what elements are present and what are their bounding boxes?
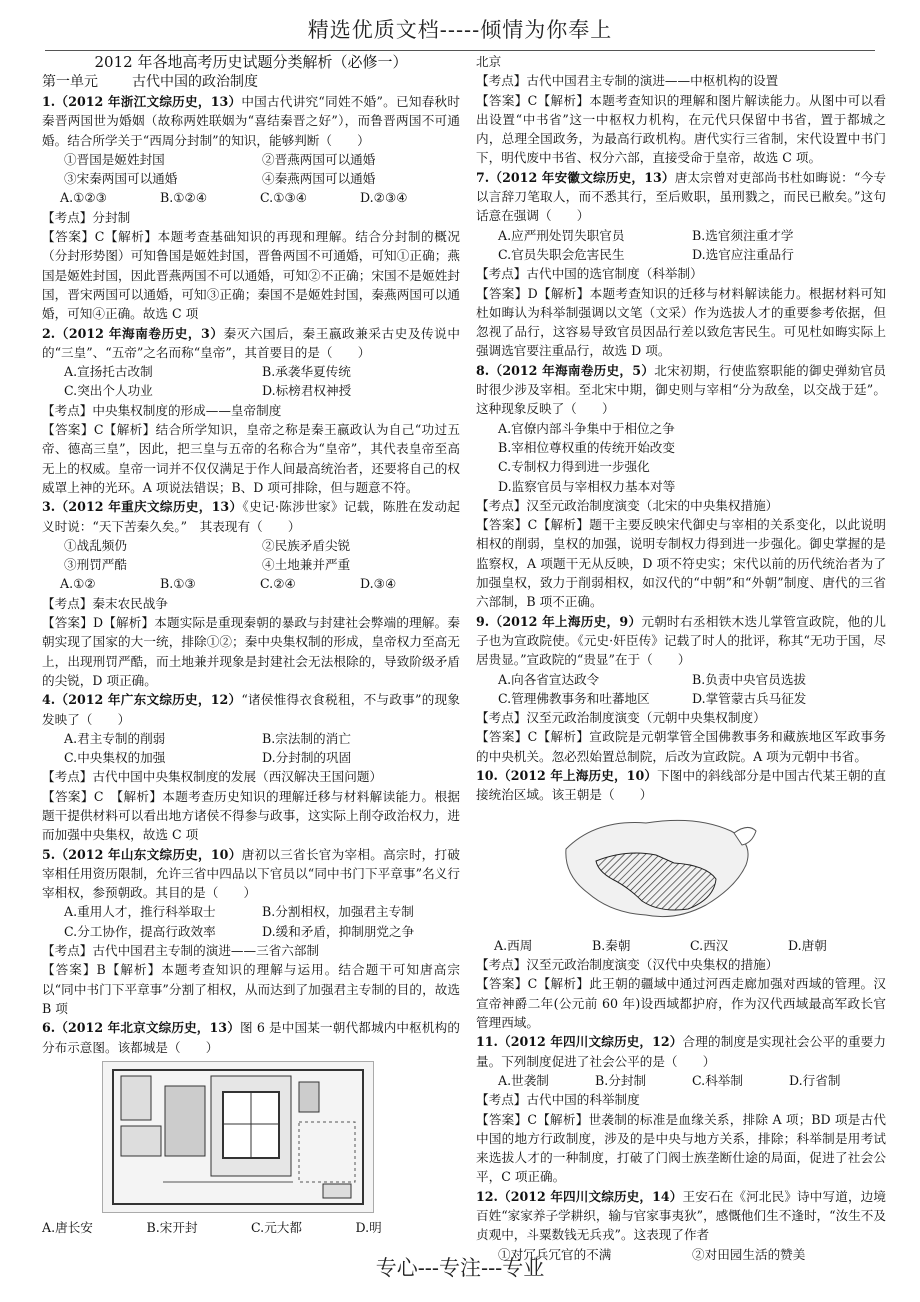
option-a: A.①②③ — [60, 190, 107, 206]
page-header: 精选优质文档-----倾情为你奉上 — [307, 18, 613, 42]
option-d: D.行省制 — [789, 1072, 841, 1088]
question-8 — [476, 361, 886, 419]
option-b: B.承袭华夏传统 — [262, 364, 351, 380]
question-2-answer: 【答案】C【解析】结合所学知识，皇帝之称是秦王嬴政认为自己“功过五帝、德高三皇”，因此，把三皇与五帝的名称合为“皇帝”，其代表皇帝至高无上的权威。皇帝一词并不仅仅满足于作人间最高统治者，还要将自己的权威罩上神的光环。A 项说法错误；B、D 项可排除，但与题意不符。 — [42, 422, 460, 495]
option-b: B.选官须注重才学 — [692, 227, 794, 243]
header-rule — [45, 50, 875, 51]
option-c: C.元大都 — [251, 1220, 302, 1236]
statement: ①对冗兵冗官的不满 — [498, 1246, 612, 1262]
option-a: A.官僚内部斗争集中于相位之争 — [498, 420, 675, 436]
option-b: B.宋开封 — [146, 1220, 198, 1236]
question-12 — [476, 1187, 886, 1245]
question-7-source: 7.（2012 年安徽文综历史，13） — [476, 169, 675, 185]
option-c: C.突出个人功业 — [64, 383, 153, 399]
question-9-stem: 元朝时右丞相铁木迭儿掌管宣政院，他的儿子也为宣政院使。《元史·奸臣传》记载了时人的批评，称其“无功于国，尽居贵显。”宣政院的“贵显”在于（ ） — [476, 613, 886, 668]
option-b: B.宰相位尊权重的传统开始改变 — [498, 439, 675, 455]
option-d: D.监察官员与宰相权力基本对等 — [498, 478, 676, 494]
option-c: C.西汉 — [690, 937, 729, 953]
question-4-answer: 【答案】C 【解析】本题考查历史知识的理解迁移与材料解读能力。根据题干提供材料可以看出地方诸侯不得参与政事，这实际上削夺政治权力，进而加强中央集权，故选 C 项 — [42, 788, 460, 843]
question-2-stem: 秦灭六国后，秦王嬴政兼采古史及传说中的“三皇”、“五帝”之名而称“皇帝”，其首要目的是（ ） — [42, 325, 460, 360]
question-11-answer: 【答案】C【解析】世袭制的标准是血缘关系，排除 A 项；BD 项是古代中国的地方行政制度，涉及的是中央与地方关系，排除；科举制是用考试来选拔人才的一种制度，打破了门阀士族垄断仕途的局面，促进了社会公平，C 项正确。 — [476, 1111, 886, 1185]
question-3-options — [42, 574, 460, 593]
question-12-source: 12.（2012 年四川文综历史，14） — [476, 1188, 683, 1204]
question-10-answer: 【答案】C【解析】此王朝的疆域中通过河西走廊加强对西域的管理。汉宣帝神爵二年(公元前 60 年)设西域都护府，作为汉代西域最高军政长官管理西域。 — [476, 976, 886, 1031]
option-a: A.西周 — [494, 937, 533, 953]
unit-title: 古代中国的政治制度 — [132, 74, 258, 90]
option-a: A.向各省宣达政令 — [498, 671, 600, 687]
question-6-topic: 【考点】古代中国君主专制的演进——中枢机构的设置 — [476, 73, 779, 89]
option-d: D.分封制的巩固 — [262, 750, 352, 766]
question-6 — [42, 1018, 460, 1057]
question-6-continued: 北京 — [476, 54, 502, 69]
option-d: D.②③④ — [360, 190, 408, 206]
option-a: A.唐长安 — [42, 1220, 93, 1236]
option-d: D.缓和矛盾，抑制朋党之争 — [262, 923, 415, 939]
option-a: A.应严刑处罚失职官员 — [498, 227, 625, 243]
unit-number: 第一单元 — [42, 74, 98, 90]
question-2-topic: 【考点】中央集权制度的形成——皇帝制度 — [42, 402, 282, 418]
question-11-source: 11.（2012 年四川文综历史，12） — [476, 1034, 683, 1050]
option-d: D.标榜君权神授 — [262, 383, 352, 399]
territory-map-figure — [556, 809, 766, 929]
option-b: B.分封制 — [595, 1072, 647, 1088]
question-4 — [42, 690, 460, 729]
question-2-source: 2.（2012 年海南卷历史，3） — [42, 325, 224, 341]
question-11-options — [476, 1071, 886, 1090]
option-c: C.中央集权的加强 — [64, 750, 166, 766]
option-a: A.①② — [60, 576, 96, 592]
question-1-topic: 【考点】分封制 — [42, 209, 131, 225]
question-9-source: 9.（2012 年上海历史，9） — [476, 613, 642, 629]
statement: ③宋秦两国可以通婚 — [64, 171, 178, 187]
question-1-answer: 【答案】C【解析】本题考查基础知识的再现和理解。结合分封制的概况（分封形势图）可知鲁国是姬姓封国，晋鲁两国不可通婚，可知①正确；燕国是姬姓封国，因此晋燕两国不可以通婚，可知②不正确；宋国不是姬姓封国，晋宋两国可以通婚，可知③正确；秦国不是姬姓封国，秦燕两国可以通婚，可知④正确。故选 C 项 — [42, 229, 460, 322]
question-11-stem: 合理的制度是实现社会公平的重要力量。下列制度促进了社会公平的是（ ） — [476, 1034, 887, 1069]
question-7-topic: 【考点】古代中国的选官制度（科举制） — [476, 266, 703, 282]
question-1-source: 1.（2012 年浙江文综历史，13） — [42, 94, 242, 109]
option-b: B.分割相权，加强君主专制 — [262, 904, 414, 920]
question-6-source: 6.（2012 年北京文综历史，13） — [42, 1020, 240, 1036]
document-title: 2012 年各地高考历史试题分类解析（必修一） — [94, 53, 408, 71]
question-3 — [42, 497, 460, 536]
question-9 — [476, 612, 886, 670]
question-7-answer: 【答案】D【解析】本题考查知识的迁移与材料解读能力。根据材料可知杜如晦认为科举制强调以文笔（文采）作为选拔人才的重要参考依据，但忽视了品行，这容易导致官员因品行差以致危害民生。可见杜如晦实际上强调选官要注重品行，故选 D 项。 — [476, 285, 886, 359]
option-d: D.唐朝 — [788, 937, 827, 953]
question-8-stem: 北宋初期，行使监察职能的御史弹劾官员时很少涉及宰相。至北宋中期，御史则与宰相“分为敌垒，以交战于廷”。这种现象反映了（ ） — [476, 362, 886, 417]
option-d: D.掌管蒙古兵马征发 — [692, 690, 807, 706]
question-2-options — [42, 362, 460, 401]
question-6-stem: 图 6 是中国某一朝代都城内中枢机构的分布示意图。该都城是（ ） — [42, 1020, 460, 1055]
question-9-options — [476, 670, 886, 709]
option-b: B.负责中央官员选拔 — [692, 671, 807, 687]
statement: ②晋燕两国可以通婚 — [262, 151, 376, 167]
statement: ③刑罚严酷 — [64, 557, 127, 573]
question-2 — [42, 324, 460, 363]
question-7-stem: 唐太宗曾对吏部尚书杜如晦说：“今专以言辞刀笔取人，而不悉其行，至后败职，虽刑戮之，而民已敝矣。”这句话意在强调（ ） — [476, 169, 886, 224]
question-4-options — [42, 729, 460, 768]
question-10-topic: 【考点】汉至元政治制度演变（汉代中央集权的措施） — [476, 957, 779, 973]
question-10-stem: 下图中的斜线部分是中国古代某王朝的直接统治区域。该王朝是（ ） — [476, 767, 887, 803]
option-d: D.明 — [355, 1220, 382, 1236]
question-8-answer: 【答案】C【解析】题干主要反映宋代御史与宰相的关系变化，以此说明相权的削弱，皇权的加强，说明专制权力得到进一步强化。御史掌握的是监察权，A 项题干无从反映，D 项不符史实；宋代以前的历代统治者为了加强皇权，致力于削弱相权，如汉代的“中朝”和“外朝”制度、唐代的三省六部制，B 项不正确。 — [476, 517, 886, 610]
option-c: C.分工协作，提高行政效率 — [64, 923, 216, 939]
option-b: B.宗法制的消亡 — [262, 730, 351, 746]
question-5-topic: 【考点】古代中国君主专制的演进——三省六部制 — [42, 943, 320, 959]
question-5-stem: 唐初以三省长官为宰相。高宗时，打破宰相任用资历限制，允许三省中四品以下官员以“同中书门下平章事”名义行宰相权，参预朝政。其目的是（ ） — [42, 846, 461, 901]
statement: ①晋国是姬姓封国 — [64, 151, 165, 167]
option-a: A.君主专制的削弱 — [64, 730, 166, 746]
statement: ④秦燕两国可以通婚 — [262, 171, 376, 187]
question-7-options — [476, 226, 886, 265]
question-1-statements — [42, 150, 460, 189]
right-column — [476, 52, 886, 1264]
question-3-topic: 【考点】秦末农民战争 — [42, 595, 168, 611]
question-5-answer: 【答案】B【解析】本题考查知识的理解与运用。结合题干可知唐高宗以“同中书门下平章事”分割了相权，从而达到了加强君主专制的目的，故选 B 项 — [42, 962, 460, 1016]
question-11 — [476, 1032, 886, 1071]
statement: ②对田园生活的赞美 — [692, 1246, 806, 1262]
page-footer: 专心---专注---专业 — [375, 1256, 545, 1280]
question-3-source: 3.（2012 年重庆文综历史，13） — [42, 499, 243, 515]
statement: ①战乱频仍 — [64, 537, 127, 553]
option-c: C.管理佛教事务和吐蕃地区 — [498, 690, 650, 706]
option-b: B.秦朝 — [592, 937, 631, 953]
question-5 — [42, 845, 460, 903]
left-column — [42, 52, 460, 1237]
question-10-options — [476, 936, 886, 955]
unit-heading — [42, 72, 460, 92]
question-5-options — [42, 902, 460, 941]
question-6-options — [42, 1218, 460, 1237]
question-3-statements — [42, 536, 460, 575]
question-9-answer: 【答案】C【解析】宣政院是元朝掌管全国佛教事务和藏族地区军政事务的中央机关。忽必烈始置总制院，后改为宣政院。A 项为元朝中书省。 — [476, 729, 886, 764]
question-1 — [42, 92, 460, 150]
question-6-answer: 【答案】C【解析】本题考查知识的理解和图片解读能力。从图中可以看出设置“中书省”这一中枢权力机构，在元代只保留中书省，置于都城之内，总理全国政务，为最高行政机构。唐代实行三省制，宋代设置中书门下，明代废中书省、权分六部，直接受命于皇帝，故选 C 项。 — [476, 92, 886, 166]
question-8-topic: 【考点】汉至元政治制度演变（北宋的中央集权措施） — [476, 497, 779, 513]
question-4-topic: 【考点】古代中国中央集权制度的发展（西汉解决王国问题） — [42, 769, 383, 785]
question-7 — [476, 168, 886, 226]
option-c: C.①③④ — [260, 190, 308, 206]
option-c: C.专制权力得到进一步强化 — [498, 459, 650, 475]
option-b: B.①②④ — [160, 190, 208, 206]
capital-layout-figure — [102, 1061, 374, 1213]
option-d: D.选官应注重品行 — [692, 246, 794, 262]
question-3-stem: 《史记·陈涉世家》记载，陈胜在发动起义时说：“天下苦秦久矣。” 其表现有（ ） — [42, 499, 460, 534]
statement: ④土地兼并严重 — [262, 557, 351, 573]
question-5-source: 5.（2012 年山东文综历史，10） — [42, 846, 242, 862]
question-11-topic: 【考点】古代中国的科举制度 — [476, 1092, 640, 1108]
question-10-source: 10.（2012 年上海历史，10） — [476, 767, 658, 783]
option-c: C.科举制 — [692, 1072, 743, 1088]
question-12-stem: 王安石在《河北民》诗中写道，边境百姓“家家养子学耕织，输与官家事夷狄”，感慨他们生不逢时，“汝生不及贞观中，斗粟数钱无兵戎”。这表现了作者 — [476, 1188, 887, 1243]
statement: ②民族矛盾尖锐 — [262, 537, 351, 553]
question-1-options — [42, 188, 460, 207]
option-d: D.③④ — [360, 576, 397, 592]
question-3-answer: 【答案】D【解析】本题实际是重现秦朝的暴政与封建社会弊端的理解。秦朝实现了国家的大一统，排除①②；秦中央集权制的形成，皇帝权力至高无上，出现刑罚严酷，而土地兼并现象是封建社会无法根除的，导致阶级矛盾的尖锐，D 项正确。 — [42, 615, 460, 688]
option-c: C.②④ — [260, 576, 296, 592]
option-c: C.官员失职会危害民生 — [498, 246, 625, 262]
option-a: A.宣扬托古改制 — [64, 364, 153, 380]
option-a: A.世袭制 — [498, 1072, 549, 1088]
question-1-stem: 中国古代讲究“同姓不婚”。已知春秋时秦晋两国世为婚姻（故称两姓联姻为“喜结秦晋之好”），而鲁晋两国不可通婚。结合所学关于“西周分封制”的知识，能够判断（ ） — [42, 94, 460, 148]
option-a: A.重用人才，推行科举取士 — [64, 904, 216, 920]
question-9-topic: 【考点】汉至元政治制度演变（元朝中央集权制度） — [476, 710, 766, 726]
question-8-options — [476, 419, 886, 496]
question-10 — [476, 766, 886, 805]
question-4-source: 4.（2012 年广东文综历史，12） — [42, 692, 242, 708]
question-8-source: 8.（2012 年海南卷历史，5） — [476, 362, 655, 378]
question-4-stem: “诸侯惟得衣食税租，不与政事”的现象发映了（ ） — [42, 692, 460, 727]
option-b: B.①③ — [160, 576, 196, 592]
